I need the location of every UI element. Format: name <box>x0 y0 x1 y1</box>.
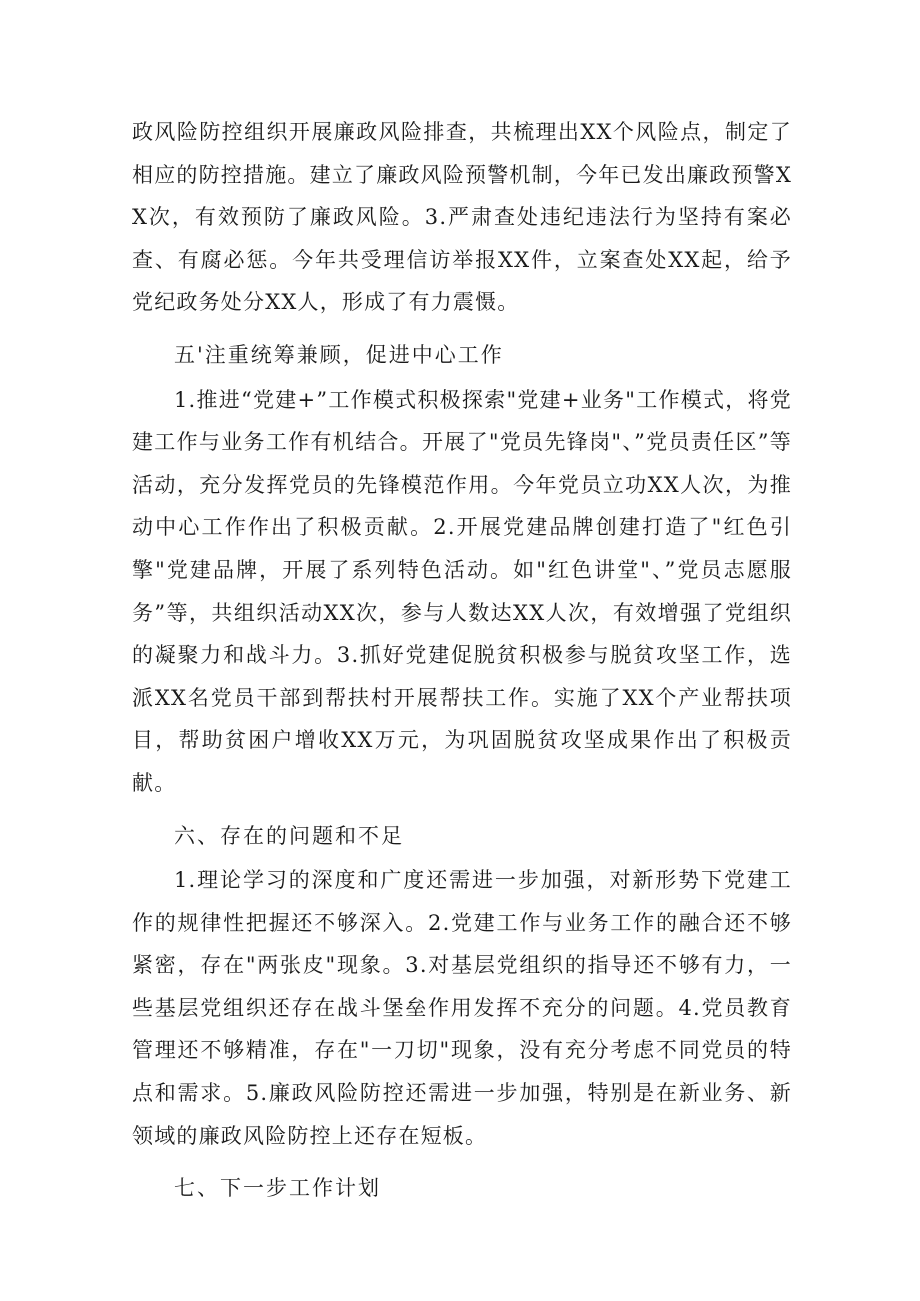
paragraph-section-6: 1.理论学习的深度和广度还需进一步加强，对新形势下党建工作的规律性把握还不够深入。2.党建工作与业务工作的融合还不够紧密，存在"两张皮"现象。3.对基层党组织的指导还不够有力，一些基层党组织还存在战斗堡垒作用发挥不充分的问题。4.党员教育管理还不够精准，存在"一刀切"现象，没有充分考虑不同党员的特点和需求。5.廉政风险防控还需进一步加强，特别是在新业务、新领域的廉政风险防控上还存在短板。 <box>132 868 792 1148</box>
section-heading-6: 六、存在的问题和不足 <box>174 823 404 848</box>
paragraph-section-5: 1.推进“党建+”工作模式积极探索"党建+业务"工作模式，将党建工作与业务工作有机结合。开展了"党员先锋岗"、”党员责任区”等活动，充分发挥党员的先锋模范作用。今年党员立功XX人次，为推动中心工作作出了积极贡献。2.开展党建品牌创建打造了"红色引擎"党建品牌，开展了系列特色活动。如"红色讲堂"、”党员志愿服务”等，共组织活动XX次，参与人数达XX人次，有效增强了党组织的凝聚力和战斗力。3.抓好党建促脱贫积极参与脱贫攻坚工作，选派XX名党员干部到帮扶村开展帮扶工作。实施了XX个产业帮扶项目，帮助贫困户增收XX万元，为巩固脱贫攻坚成果作出了积极贡献。 <box>132 387 792 795</box>
section-heading-5: 五'注重统筹兼顾，促进中心工作 <box>174 342 504 367</box>
section-heading-7: 七、下一步工作计划 <box>174 1176 381 1201</box>
document-page <box>132 111 792 1212</box>
paragraph-continued: 政风险防控组织开展廉政风险排查，共梳理出XX个风险点，制定了相应的防控措施。建立了廉政风险预警机制，今年已发出廉政预警XX次，有效预防了廉政风险。3.严肃查处违纪违法行为坚持有案必查、有腐必惩。今年共受理信访举报XX件，立案查处XX起，给予党纪政务处分XX人，形成了有力震慑。 <box>132 120 792 315</box>
